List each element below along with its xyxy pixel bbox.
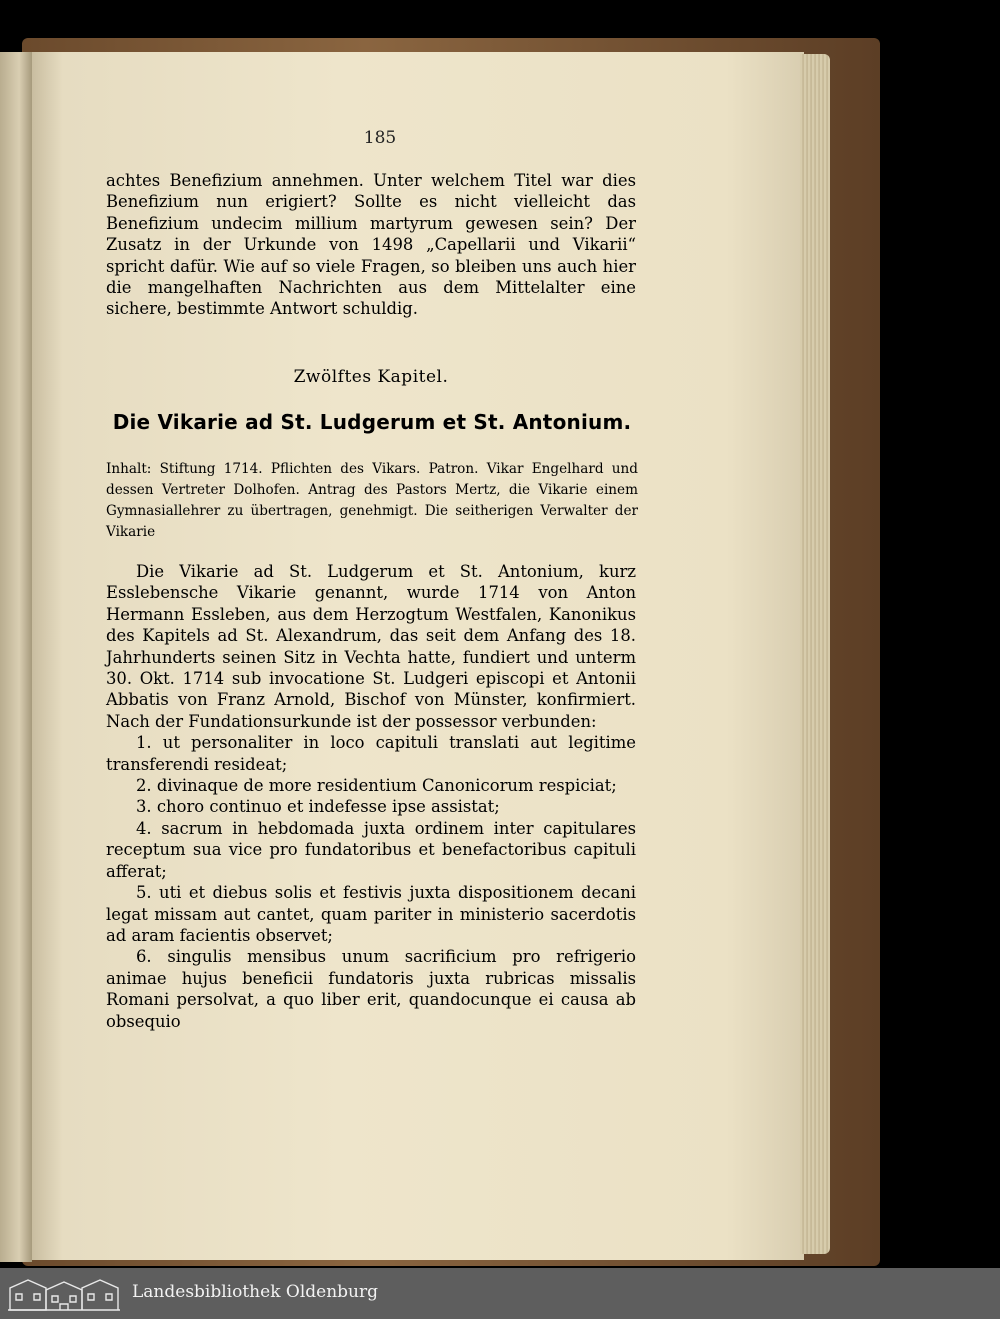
paragraph-1: achtes Benefizium annehmen. Unter welchem Titel war dies Benefizium nun erigiert? Sollte es nicht vielleicht das Benefizium undecim millium martyrum gewesen sein? Der Zusatz in der Urkunde von 1498 „Capellarii und Vikarii“ spricht dafür. Wie auf so viele Fragen, so bleiben uns auch hier die mangelhaften Nachrichten aus dem Mittelalter eine sichere, bestimmte Antwort schuldig. [106, 171, 636, 319]
list-item: 3. choro continuo et indefesse ipse assistat; [136, 797, 500, 817]
footer-bar [0, 1268, 1000, 1319]
paragraph-2: Die Vikarie ad St. Ludgerum et St. Antonium, kurz Esslebensche Vikarie genannt, wurde 1714 von Anton Hermann Essleben, aus dem Herzogtum Westfalen, Kanonikus des Kapitels ad St. Alexandrum, das seit dem Anfang des 18. Jahrhunderts seinen Sitz in Vechta hatte, fundiert und unterm 30. Okt. 1714 sub invocatione St. Ludgeri episcopi et Antonii Abbatis von Franz Arnold, Bischof von Münster, konfirmiert. Nach der Fundationsurkunde ist der possessor verbunden: [106, 562, 636, 731]
page-number: 185 [363, 128, 397, 148]
library-building-icon [8, 1274, 120, 1312]
left-page-edge [0, 52, 32, 1262]
list-item: 2. divinaque de more residentium Canonicorum respiciat; [136, 776, 617, 796]
page-edges [800, 54, 830, 1254]
list-item: 4. sacrum in hebdomada juxta ordinem inter capitulares receptum sua vice pro fundatoribus et benefactoribus capituli afferat; [106, 818, 636, 881]
list-item: 1. ut personaliter in loco capituli translati aut legitime transferendi resideat; [106, 733, 636, 774]
main-body [106, 561, 636, 1032]
library-name[interactable]: Landesbibliothek Oldenburg [132, 1282, 379, 1302]
section-title: Die Vikarie ad St. Ludgerum et St. Antonium. [112, 410, 632, 434]
chapter-heading: Zwölftes Kapitel. [293, 367, 449, 387]
list-item: 5. uti et diebus solis et festivis juxta dispositionem decani legat missam aut cantet, quam pariter in ministerio sacerdotis ad aram facientis observet; [106, 883, 636, 945]
list-item: 6. singulis mensibus unum sacrificium pro refrigerio animae hujus beneficii fundatoris juxta rubricas missalis Romani persolvat, a quo liber erit, quandocunque ei causa ab obsequio [106, 947, 636, 1031]
contents-summary: Inhalt: Stiftung 1714. Pflichten des Vikars. Patron. Vikar Engelhard und dessen Vertreter Dolhofen. Antrag des Pastors Mertz, die Vikarie einem Gymnasiallehrer zu übertragen, genehmigt. Die seitherigen Verwalter der Vikarie [106, 461, 638, 540]
